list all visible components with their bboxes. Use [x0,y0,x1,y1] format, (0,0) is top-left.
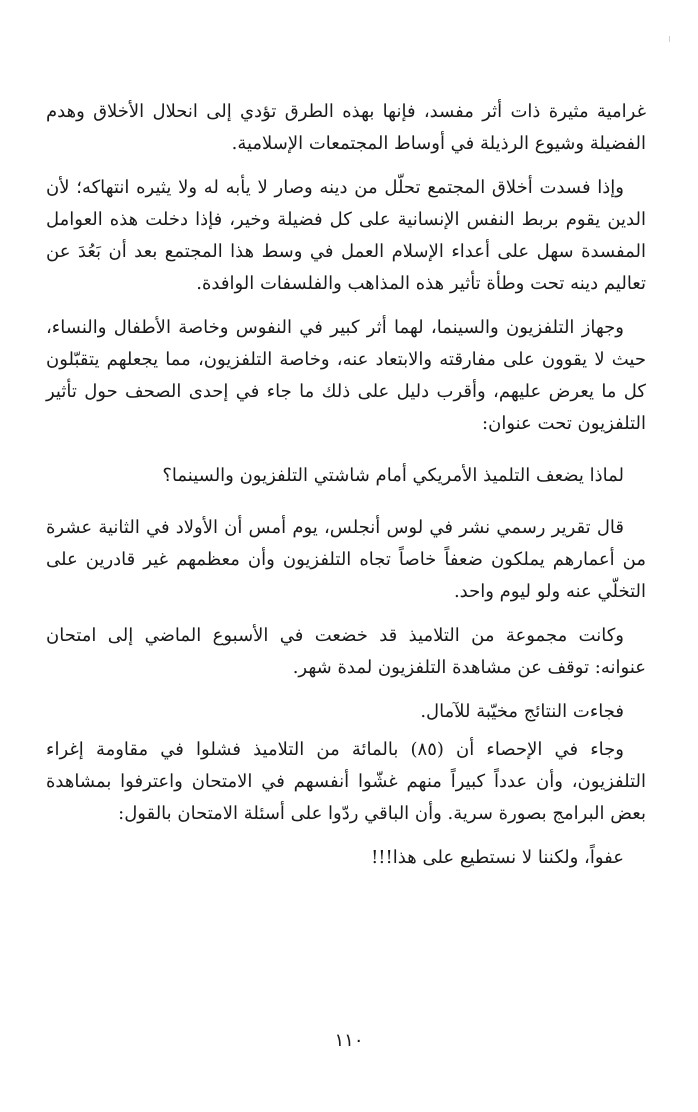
paragraph-6: فجاءت النتائج مخيّبة للآمال. [420,701,624,722]
paragraph-1: غرامية مثيرة ذات أثر مفسد، فإنها بهذه الطرق تؤدي إلى انحلال الأخلاق وهدم الفضيلة وشيوع الرذيلة في أوساط المجتمعات الإسلامية. [46,101,646,154]
paragraph-5: وكانت مجموعة من التلاميذ قد خضعت في الأسبوع الماضي إلى امتحان عنوانه: توقف عن مشاهدة التلفزيون لمدة شهر. [46,625,646,678]
page-number: ١١٠ [334,1030,364,1051]
paragraph-2: وإذا فسدت أخلاق المجتمع تحلّل من دينه وصار لا يأبه له ولا يثيره انتهاكه؛ لأن الدين يقوم بربط النفس الإنسانية على كل فضيلة وخير، فإذا دخلت هذه العوامل المفسدة سهل على أعداء الإسلام العمل في وسط هذا المجتمع بعد أن بَعُدَ عن تعاليم دينه تحت وطأة تأثير هذه المذاهب والفلسفات الوافدة. [46,177,646,294]
paragraph-4: قال تقرير رسمي نشر في لوس أنجلس، يوم أمس أن الأولاد في الثانية عشرة من أعمارهم يملكون ضعفاً خاصاً تجاه التلفزيون وأن معظمهم غير قادرين على التخلّي عنه ولو ليوم واحد. [46,517,646,602]
paragraph-7: وجاء في الإحصاء أن (٨٥) بالمائة من التلاميذ فشلوا في مقاومة إغراء التلفزيون، وأن عدداً كبيراً منهم غشّوا أنفسهم في الامتحان واعترفوا بمشاهدة بعض البرامج بصورة سرية. وأن الباقي ردّوا على أسئلة الامتحان بالقول: [46,739,646,824]
paragraph-8: عفواً، ولكننا لا نستطيع على هذا!!! [371,847,624,868]
page-body [46,96,646,874]
page-edge-mark [669,36,670,42]
paragraph-3: وجهاز التلفزيون والسينما، لهما أثر كبير في النفوس وخاصة الأطفال والنساء، حيث لا يقوون على مفارقته والابتعاد عنه، وخاصة التلفزيون، مما يجعلهم يتقبّلون كل ما يعرض عليهم، وأقرب دليل على ذلك ما جاء في إحدى الصحف حول تأثير التلفزيون تحت عنوان: [46,317,646,434]
quoted-headline: لماذا يضعف التلميذ الأمريكي أمام شاشتي التلفزيون والسينما؟ [162,465,624,486]
